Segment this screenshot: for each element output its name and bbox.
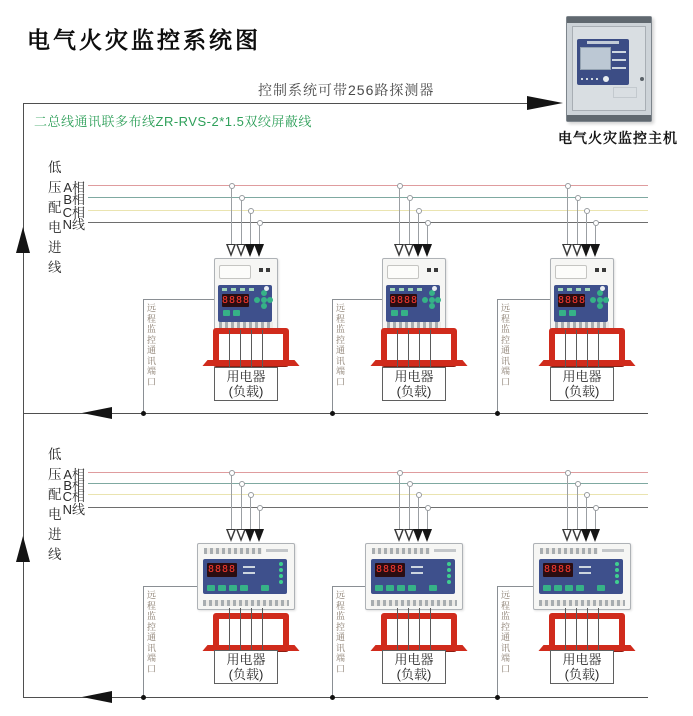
load-label-line2: (负载) — [228, 667, 264, 682]
device-face-panel — [554, 285, 608, 322]
green-button — [391, 310, 398, 316]
drop-line — [241, 486, 242, 530]
capacity-note: 控制系统可带256路探测器 — [258, 82, 435, 98]
load-label-line2: (负载) — [564, 667, 600, 682]
tap-circle — [397, 183, 403, 189]
device-face-panel — [203, 559, 287, 594]
tap-circle — [416, 492, 422, 498]
page-title: 电气火灾监控系统图 — [27, 27, 261, 54]
monitoring-host-label: 电气火灾监控主机 — [558, 130, 678, 146]
green-button — [233, 310, 240, 316]
drop-line — [427, 510, 428, 530]
arrow-down-icon — [394, 529, 404, 542]
tap-circle — [593, 220, 599, 226]
led-green — [447, 574, 451, 578]
cabinet-hatch — [613, 87, 637, 98]
load-label-line2: (负载) — [228, 384, 264, 399]
load-wire — [262, 608, 263, 651]
seven-segment-display: 8888 — [543, 564, 573, 575]
phase-line-a — [88, 185, 648, 186]
green-button — [597, 585, 605, 591]
green-button — [408, 585, 416, 591]
drop-line — [259, 225, 260, 245]
tap-circle — [239, 481, 245, 487]
cabinet-keypad — [612, 47, 626, 69]
load-wire — [262, 330, 263, 368]
terminal-mark — [602, 268, 606, 272]
logo-dot — [264, 286, 269, 291]
tap-circle — [575, 195, 581, 201]
arrow-down-icon — [254, 529, 264, 542]
phase-line-c — [88, 210, 648, 211]
load-label-line1: 用电器 — [394, 652, 434, 667]
led-green — [615, 568, 619, 572]
arrow-right-icon — [527, 96, 563, 110]
cabinet-round-button — [603, 76, 609, 82]
terminal-mark — [427, 268, 431, 272]
load-wire — [565, 608, 566, 651]
green-button — [261, 585, 269, 591]
tap-circle — [425, 220, 431, 226]
phase-line-a — [88, 472, 648, 473]
cabinet-top-strip — [567, 17, 651, 23]
bus-junction-dot — [141, 695, 146, 700]
monitor-device — [382, 258, 446, 332]
drop-line — [250, 213, 251, 245]
load-wire — [587, 608, 588, 651]
load-wire — [229, 608, 230, 651]
load-wire — [419, 330, 420, 368]
comm-connector-line — [497, 586, 533, 587]
green-button — [207, 585, 215, 591]
green-button — [223, 310, 230, 316]
led-row — [222, 288, 256, 291]
dpad-buttons — [590, 290, 609, 309]
arrow-down-icon — [562, 244, 572, 257]
terminal-mark — [266, 268, 270, 272]
load-wire — [240, 330, 241, 368]
bus-junction-dot — [495, 411, 500, 416]
arrow-up-icon — [16, 536, 30, 562]
cabinet-model-text — [587, 41, 619, 44]
tap-circle — [584, 208, 590, 214]
green-button — [429, 585, 437, 591]
dpad-buttons — [422, 290, 441, 309]
device-face-panel — [371, 559, 455, 594]
load-wire — [576, 608, 577, 651]
load-wire — [397, 608, 398, 651]
drop-line — [250, 497, 251, 530]
terminal-mark — [434, 268, 438, 272]
led-green — [447, 568, 451, 572]
comm-port-label: 远程监控 通讯端口 — [501, 303, 511, 387]
device-face-panel — [218, 285, 272, 322]
tap-circle — [575, 481, 581, 487]
load-wire — [576, 330, 577, 368]
arrow-down-icon — [394, 244, 404, 257]
drop-line — [595, 510, 596, 530]
green-button — [218, 585, 226, 591]
load-wire — [430, 330, 431, 368]
bus-line-to-host — [23, 103, 528, 104]
tap-circle — [565, 183, 571, 189]
led-green — [447, 580, 451, 584]
green-button — [240, 585, 248, 591]
phase-label-c: C相 — [62, 489, 85, 504]
terminal-strip-bottom — [371, 600, 457, 606]
incoming-line-label: 低压配电进线 — [48, 160, 63, 275]
logo-dot — [600, 286, 605, 291]
comm-connector-line — [143, 586, 197, 587]
drop-line — [399, 188, 400, 245]
comm-drop-line — [497, 299, 498, 413]
arrow-left-icon — [82, 691, 112, 703]
load-wire — [251, 608, 252, 651]
led-green — [447, 562, 451, 566]
cabinet-lcd-screen — [580, 47, 611, 70]
tap-circle — [397, 470, 403, 476]
load-wire — [240, 608, 241, 651]
comm-connector-line — [332, 299, 382, 300]
green-button — [397, 585, 405, 591]
phase-label-a: A相 — [63, 467, 85, 482]
terminal-cover — [555, 265, 587, 279]
load-box — [382, 367, 446, 401]
tap-circle — [407, 195, 413, 201]
led-green — [615, 580, 619, 584]
green-button — [386, 585, 394, 591]
comm-drop-line — [332, 586, 333, 697]
terminal-strip-top — [204, 548, 262, 554]
comm-port-label: 远程监控 通讯端口 — [147, 590, 157, 674]
led-green — [279, 562, 283, 566]
load-wire — [598, 330, 599, 368]
comm-drop-line — [143, 586, 144, 697]
green-button — [569, 310, 576, 316]
comm-drop-line — [497, 586, 498, 697]
bus-junction-dot — [330, 695, 335, 700]
arrow-down-icon — [226, 244, 236, 257]
cabinet-door — [572, 26, 646, 111]
tap-circle — [229, 470, 235, 476]
comm-port-label: 远程监控 通讯端口 — [501, 590, 511, 674]
comm-port-label: 远程监控 通讯端口 — [336, 590, 346, 674]
terminal-strip-top — [372, 548, 430, 554]
terminal-cover — [387, 265, 419, 279]
indicator-label — [579, 572, 591, 574]
drop-line — [567, 188, 568, 245]
load-wire — [565, 330, 566, 368]
tap-circle — [257, 505, 263, 511]
monitor-device — [214, 258, 278, 332]
drop-line — [595, 225, 596, 245]
arrow-down-icon — [590, 244, 600, 257]
device-model-text — [434, 549, 456, 552]
tap-circle — [565, 470, 571, 476]
tap-circle — [229, 183, 235, 189]
green-button — [554, 585, 562, 591]
load-label-line1: 用电器 — [226, 369, 266, 384]
tap-circle — [584, 492, 590, 498]
drop-line — [259, 510, 260, 530]
device-face-panel — [386, 285, 440, 322]
drop-line — [399, 475, 400, 530]
comm-connector-line — [332, 586, 365, 587]
device-model-text — [266, 549, 288, 552]
comm-bus-line-1 — [23, 413, 648, 414]
arrow-up-icon — [16, 227, 30, 253]
tap-circle — [425, 505, 431, 511]
load-box — [214, 367, 278, 401]
phase-label-n: N线 — [62, 217, 85, 232]
device-model-text — [602, 549, 624, 552]
terminal-strip-bottom — [539, 600, 625, 606]
load-wire — [251, 330, 252, 368]
load-box — [550, 650, 614, 684]
load-label-line2: (负载) — [396, 384, 432, 399]
seven-segment-display: 8888 — [207, 564, 237, 575]
arrow-down-icon — [254, 244, 264, 257]
drop-line — [418, 497, 419, 530]
green-button — [401, 310, 408, 316]
arrow-down-icon — [422, 244, 432, 257]
led-row — [390, 288, 424, 291]
green-button — [565, 585, 573, 591]
tap-circle — [248, 492, 254, 498]
left-riser-line — [23, 103, 24, 697]
indicator-label — [579, 566, 591, 568]
load-label-line2: (负载) — [564, 384, 600, 399]
phase-label-b: B相 — [63, 192, 85, 207]
phase-line-n — [88, 222, 648, 223]
tap-circle — [257, 220, 263, 226]
arrow-down-icon — [226, 529, 236, 542]
cabinet-bottom-strip — [567, 115, 651, 121]
phase-line-b — [88, 197, 648, 198]
indicator-label — [243, 566, 255, 568]
load-wire — [408, 608, 409, 651]
monitoring-host-cabinet — [566, 16, 652, 122]
indicator-label — [411, 572, 423, 574]
drop-line — [577, 486, 578, 530]
drop-line — [409, 486, 410, 530]
green-button — [559, 310, 566, 316]
seven-segment-display: 8888 — [558, 295, 587, 306]
arrow-left-icon — [82, 407, 112, 419]
terminal-mark — [259, 268, 263, 272]
green-button — [576, 585, 584, 591]
drop-line — [231, 475, 232, 530]
monitor-device — [533, 543, 631, 610]
seven-segment-display: 8888 — [222, 295, 251, 306]
phase-label-a: A相 — [63, 180, 85, 195]
load-box — [382, 650, 446, 684]
seven-segment-display: 8888 — [375, 564, 405, 575]
led-green — [279, 580, 283, 584]
comm-connector-line — [143, 299, 214, 300]
cabinet-led-row — [581, 78, 599, 80]
seven-segment-display: 8888 — [390, 295, 419, 306]
tap-circle — [416, 208, 422, 214]
arrow-down-icon — [562, 529, 572, 542]
indicator-label — [411, 566, 423, 568]
drop-line — [427, 225, 428, 245]
led-green — [279, 568, 283, 572]
load-wire — [430, 608, 431, 651]
drop-line — [567, 475, 568, 530]
green-button — [543, 585, 551, 591]
drop-line — [418, 213, 419, 245]
cabinet-control-panel — [577, 39, 629, 85]
phase-label-c: C相 — [62, 205, 85, 220]
terminal-cover — [219, 265, 251, 279]
drop-line — [409, 200, 410, 245]
drop-line — [231, 188, 232, 245]
comm-connector-line — [497, 299, 550, 300]
comm-drop-line — [143, 299, 144, 413]
comm-drop-line — [332, 299, 333, 413]
green-button — [229, 585, 237, 591]
comm-port-label: 远程监控 通讯端口 — [147, 303, 157, 387]
drop-line — [586, 497, 587, 530]
bus-wiring-note: 二总线通讯联多布线ZR-RVS-2*1.5双绞屏蔽线 — [34, 114, 312, 129]
tap-circle — [407, 481, 413, 487]
load-wire — [419, 608, 420, 651]
drop-line — [241, 200, 242, 245]
led-green — [279, 574, 283, 578]
bus-junction-dot — [330, 411, 335, 416]
dpad-buttons — [254, 290, 273, 309]
device-face-panel — [539, 559, 623, 594]
terminal-strip-bottom — [203, 600, 289, 606]
monitor-device — [550, 258, 614, 332]
tap-circle — [593, 505, 599, 511]
green-button — [375, 585, 383, 591]
terminal-mark — [595, 268, 599, 272]
phase-label-b: B相 — [63, 478, 85, 493]
load-label-line1: 用电器 — [394, 369, 434, 384]
comm-bus-line-2 — [23, 697, 648, 698]
led-green — [615, 574, 619, 578]
incoming-line-label: 低压配电进线 — [48, 447, 63, 562]
load-wire — [397, 330, 398, 368]
bus-junction-dot — [141, 411, 146, 416]
load-wire — [408, 330, 409, 368]
arrow-down-icon — [422, 529, 432, 542]
load-wire — [598, 608, 599, 651]
drop-line — [586, 213, 587, 245]
load-box — [550, 367, 614, 401]
load-label-line2: (负载) — [396, 667, 432, 682]
drop-line — [577, 200, 578, 245]
phase-line-c — [88, 494, 648, 495]
tap-circle — [239, 195, 245, 201]
load-wire — [587, 330, 588, 368]
terminal-strip-top — [540, 548, 598, 554]
load-label-line1: 用电器 — [226, 652, 266, 667]
arrow-down-icon — [590, 529, 600, 542]
cabinet-keyhole-icon — [640, 77, 644, 81]
phase-line-n — [88, 507, 648, 508]
load-wire — [229, 330, 230, 368]
monitor-device — [365, 543, 463, 610]
monitor-device — [197, 543, 295, 610]
phase-label-n: N线 — [62, 502, 85, 517]
indicator-label — [243, 572, 255, 574]
tap-circle — [248, 208, 254, 214]
led-row — [558, 288, 592, 291]
comm-port-label: 远程监控 通讯端口 — [336, 303, 346, 387]
load-label-line1: 用电器 — [562, 652, 602, 667]
load-label-line1: 用电器 — [562, 369, 602, 384]
load-box — [214, 650, 278, 684]
led-green — [615, 562, 619, 566]
bus-junction-dot — [495, 695, 500, 700]
phase-line-b — [88, 483, 648, 484]
logo-dot — [432, 286, 437, 291]
